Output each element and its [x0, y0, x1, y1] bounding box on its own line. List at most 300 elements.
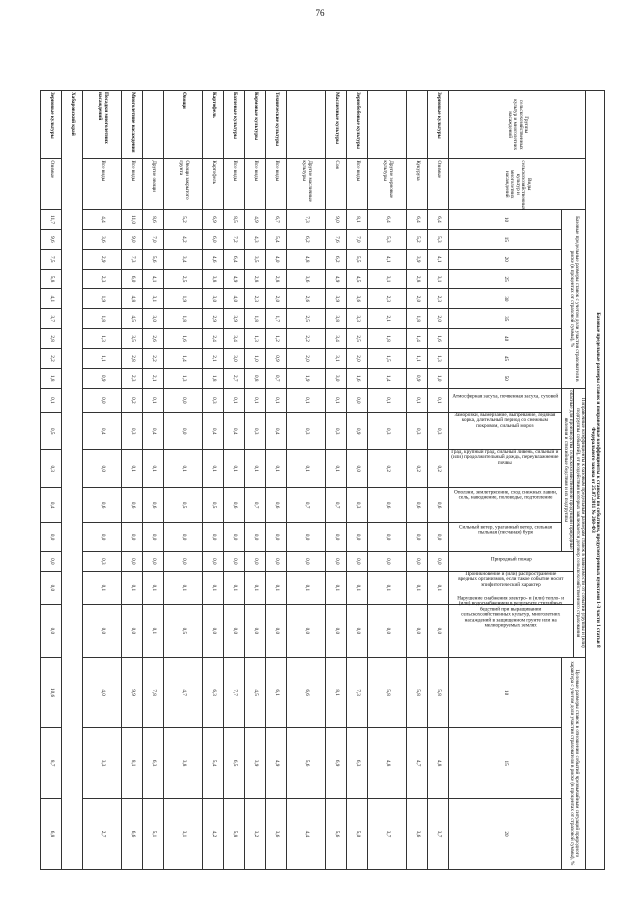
coef-cell: 0,6: [428, 487, 449, 522]
crop-group-cell: Бахчевые культуры: [224, 91, 245, 159]
coef-cell: 0,1: [245, 450, 266, 488]
target-cell: 6,6: [287, 657, 326, 728]
rate-col-header: 25: [449, 269, 562, 289]
rate-cell: 1,3: [428, 349, 449, 369]
rate-cell: 2,1: [143, 368, 164, 388]
rate-cell: 5,8: [41, 269, 62, 289]
rate-cell: 4,3: [245, 229, 266, 249]
coef-cell: 0,0: [224, 604, 245, 657]
rate-cell: 3,7: [41, 309, 62, 329]
target-cell: 2,7: [83, 798, 122, 869]
target-cell: 5,8: [368, 657, 407, 728]
rate-cell: 5,6: [143, 249, 164, 269]
rate-cell: 7,6: [326, 229, 347, 249]
target-cell: 4,8: [368, 728, 407, 799]
coef-cell: 0,0: [287, 604, 326, 657]
coef-cell: 0,2: [428, 450, 449, 488]
coef-col-header: [449, 595, 574, 657]
rate-cell: 2,2: [287, 329, 326, 349]
rate-cell: 4,5: [347, 269, 368, 289]
coef-cell: 0,2: [368, 450, 407, 488]
rate-cell: 2,3: [245, 289, 266, 309]
coef-col-label: Нарушение снабжения электро- и (или) тепло- и (или) водоснабжением в результате стихийных бедствий при выращивании сельскохозяйственных культур, многолетних насаждений в защищенном грунте или на мелиорируемых землях: [457, 595, 565, 629]
target-cell: 3,7: [368, 798, 407, 869]
coef-cell: 0,0: [326, 604, 347, 657]
rate-cell: 8,6: [143, 210, 164, 230]
coef-cell: 0,1: [368, 571, 407, 604]
crop-cell: Все виды: [347, 159, 368, 210]
coef-cell: 0,0: [41, 523, 62, 552]
coef-cell: 0,0: [164, 551, 203, 571]
coef-cell: 0,1: [203, 450, 224, 488]
target-cell: 3,9: [245, 728, 266, 799]
coef-cell: 0,1: [326, 450, 347, 488]
rate-cell: 6,4: [407, 210, 428, 230]
rate-cell: 2,8: [41, 329, 62, 349]
coef-cell: 0,5: [164, 487, 203, 522]
target-cell: 4,7: [407, 728, 428, 799]
col-group-header: Группы сельскохозяйственных культур и многолетних насаждений: [449, 91, 586, 159]
target-cell: 6,9: [326, 728, 347, 799]
coef-cell: 0,1: [164, 571, 203, 604]
rate-cell: 1,8: [164, 309, 203, 329]
crop-cell: Другие масличные культуры: [287, 159, 326, 210]
crop-cell: Озимые: [428, 159, 449, 210]
crop-group-cell: Посадки многолетних насаждений: [83, 91, 122, 159]
rate-cell: 1,0: [428, 368, 449, 388]
rate-cell: 8,5: [224, 210, 245, 230]
coef-col-label: Заморозки, вымерзание, выпревание, ледяная корка, длительный период со снежным покровом, сильный мороз: [454, 411, 556, 429]
rate-cell: 3,1: [368, 269, 407, 289]
rate-cell: 3,8: [326, 309, 347, 329]
coef-cell: 0,0: [122, 551, 143, 571]
rate-cell: 7,3: [287, 210, 326, 230]
coef-cell: 0,6: [83, 487, 122, 522]
rate-cell: 8,1: [347, 210, 368, 230]
rate-cell: 5,3: [428, 229, 449, 249]
rate-cell: 0,9: [407, 368, 428, 388]
table-row: [407, 91, 428, 870]
target-cell: 5,8: [407, 657, 428, 728]
coef-cell: 0,0: [203, 551, 224, 571]
coef-cell: 0,0: [143, 523, 164, 552]
target-col-header: 15: [449, 728, 562, 799]
table-row: [266, 91, 287, 870]
rate-cell: 1,1: [83, 349, 122, 369]
coef-cell: 0,0: [245, 551, 266, 571]
coef-cell: 0,1: [122, 571, 143, 604]
coef-sub-header: опасные для производства сельскохозяйственной продукции природные явления и стихийные бедствия и их подгруппы: [562, 390, 575, 550]
coef-cell: 0,1: [122, 450, 143, 488]
target-cell: 5,8: [224, 798, 245, 869]
rate-col-header: 30: [449, 289, 562, 309]
coef-cell: 0,0: [203, 523, 224, 552]
crop-cell: Все виды: [83, 159, 122, 210]
rate-cell: 3,6: [347, 289, 368, 309]
coef-cell: 0,3: [347, 487, 368, 522]
coef-cell: 0,1: [224, 388, 245, 412]
coef-col-label: Оползни, землетрясение, сход снежных лавин, сель, наводнение, половодье, подтопление: [453, 489, 557, 501]
table-row: [224, 91, 245, 870]
rate-cell: 4,9: [224, 269, 245, 289]
rate-cell: 1,7: [266, 309, 287, 329]
coef-cell: 0,0: [41, 571, 62, 604]
crop-group-cell: [407, 91, 428, 159]
target-cell: 8,1: [122, 728, 143, 799]
rate-cell: 3,0: [203, 289, 224, 309]
target-cell: 3,6: [407, 798, 428, 869]
target-cell: 4,5: [245, 657, 266, 728]
title-row: [586, 91, 605, 870]
rate-cell: 2,2: [143, 349, 164, 369]
rate-cell: 5,4: [266, 229, 287, 249]
coef-cell: 0,1: [143, 450, 164, 488]
crop-group-cell: Зерновые культуры: [428, 91, 449, 159]
coef-cell: 0,4: [224, 412, 245, 450]
rate-cell: 1,5: [368, 349, 407, 369]
rate-cell: 3,0: [326, 368, 347, 388]
target-cell: 6,3: [143, 728, 164, 799]
target-cell: 5,0: [347, 798, 368, 869]
rate-cell: 2,3: [83, 269, 122, 289]
coef-cell: 0,0: [347, 388, 368, 412]
rate-cell: 2,3: [368, 289, 407, 309]
coef-cell: 0,1: [224, 450, 245, 488]
target-cell: 4,8: [428, 728, 449, 799]
rate-cell: 1,8: [407, 309, 428, 329]
rate-cell: 6,2: [326, 249, 347, 269]
coef-cell: 0,1: [143, 604, 164, 657]
target-cell: 6,3: [203, 657, 224, 728]
rate-cell: 1,3: [164, 368, 203, 388]
rate-cell: 2,8: [407, 269, 428, 289]
coef-cell: 0,0: [266, 551, 287, 571]
target-cell: 3,1: [164, 798, 203, 869]
coef-cell: 0,6: [224, 487, 245, 522]
target-cell: 5,8: [428, 657, 449, 728]
crop-cell: Другие зерновые культуры: [368, 159, 407, 210]
coef-col-label: Сильный ветер, ураганный ветер, сильная пыльная (песчаная) буря: [458, 524, 552, 537]
target-group-header: Целевые размеры ставок в отношении событий чрезвычайным ситуаций природного характера с учетом доли участия страхователя в риске (в процентах от страховой суммы), %: [562, 657, 586, 869]
rate-cell: 4,5: [122, 309, 143, 329]
crop-cell: Кукуруза: [407, 159, 428, 210]
rate-cell: 3,0: [143, 309, 164, 329]
coef-cell: 0,1: [266, 571, 287, 604]
coef-cell: 0,0: [368, 523, 407, 552]
rate-cell: 4,1: [143, 269, 164, 289]
rate-cell: 1,4: [368, 368, 407, 388]
coef-cell: 0,0: [245, 604, 266, 657]
table-row: [428, 91, 449, 870]
rate-cell: 5,3: [368, 229, 407, 249]
rate-cell: 2,8: [266, 269, 287, 289]
rate-cell: 1,4: [164, 349, 203, 369]
rate-cell: 5,5: [347, 249, 368, 269]
rate-cell: 3,1: [143, 289, 164, 309]
target-cell: 8,1: [326, 657, 347, 728]
rate-cell: 4,9: [245, 210, 266, 230]
coef-col-header: [449, 412, 562, 450]
rate-cell: 7,0: [347, 229, 368, 249]
crop-cell: Все виды: [245, 159, 266, 210]
coef-cell: 0,1: [203, 571, 224, 604]
rate-cell: 4,0: [224, 289, 245, 309]
target-cell: 4,2: [203, 798, 224, 869]
coef-cell: 0,0: [407, 604, 428, 657]
target-cell: 4,7: [164, 657, 203, 728]
coef-cell: 0,0: [347, 450, 368, 488]
rate-cell: 2,0: [407, 289, 428, 309]
rate-cell: 2,1: [203, 349, 224, 369]
table-row: [122, 91, 143, 870]
coef-cell: 0,0: [368, 551, 407, 571]
coef-col-label: Атмосферная засуха, почвенная засуха, суховей: [452, 392, 559, 399]
rate-col-header: 50: [449, 368, 562, 388]
region-heading: Хабаровский край: [62, 91, 83, 870]
crop-group-cell: Овощи: [164, 91, 203, 159]
coef-cell: 0,0: [287, 523, 326, 552]
target-cell: 4,4: [287, 798, 326, 869]
coef-col-header: [449, 388, 562, 412]
coef-cell: 0,0: [407, 523, 428, 552]
coef-cell: 0,0: [245, 523, 266, 552]
rate-cell: 4,4: [83, 210, 122, 230]
rate-cell: 1,9: [287, 368, 326, 388]
coef-cell: 0,3: [368, 412, 407, 450]
target-cell: 5,6: [326, 798, 347, 869]
header-row-1: [574, 91, 586, 870]
rate-cell: 1,2: [266, 329, 287, 349]
rate-cell: 4,9: [326, 269, 347, 289]
coef-cell: 0,7: [326, 487, 347, 522]
target-cell: 7,8: [143, 657, 164, 728]
rate-col-header: 45: [449, 349, 562, 369]
rate-cell: 6,4: [224, 249, 245, 269]
crop-cell: Соя: [326, 159, 347, 210]
coef-group-header: Поправочные коэффициенты к базовым предельным размерам ставок в зависимости от событий (группы и (или) подгруппы событий), от воздействия которых заключается договор сельскохозяйственного страхования: [574, 388, 586, 657]
coef-cell: 0,1: [266, 388, 287, 412]
rate-cell: 2,0: [428, 309, 449, 329]
coef-cell: 0,1: [41, 388, 62, 412]
coef-cell: 0,3: [287, 412, 326, 450]
rate-cell: 2,5: [164, 269, 203, 289]
target-cell: 4,0: [83, 657, 122, 728]
rate-cell: 4,0: [266, 249, 287, 269]
table-row: [83, 91, 122, 870]
target-col-header: 20: [449, 798, 562, 869]
rate-col-header: 35: [449, 309, 562, 329]
target-cell: 6,1: [266, 657, 287, 728]
rate-cell: 0,9: [266, 349, 287, 369]
table-row: [287, 91, 326, 870]
coef-cell: 0,3: [326, 412, 347, 450]
coef-cell: 0,1: [326, 388, 347, 412]
table-row: [326, 91, 347, 870]
coef-cell: 0,6: [122, 487, 143, 522]
rate-cell: 2,5: [287, 309, 326, 329]
crop-group-cell: [143, 91, 164, 159]
coef-cell: 0,0: [428, 523, 449, 552]
rate-cell: 3,1: [326, 349, 347, 369]
coef-col-label: Природный пожар: [490, 556, 532, 563]
coef-cell: 0,3: [407, 412, 428, 450]
coef-cell: 0,7: [245, 487, 266, 522]
target-cell: 10,6: [41, 657, 62, 728]
coef-cell: 0,2: [122, 388, 143, 412]
crop-cell: Картофель: [203, 159, 224, 210]
coef-cell: 0,6: [266, 487, 287, 522]
coef-cell: 0,1: [428, 388, 449, 412]
rate-cell: 2,0: [266, 289, 287, 309]
crop-cell: Другие овощи: [143, 159, 164, 210]
coef-col-header: [449, 551, 574, 571]
coef-cell: 0,0: [143, 551, 164, 571]
coef-cell: 0,1: [368, 388, 407, 412]
coef-cell: 0,1: [245, 571, 266, 604]
coef-cell: 0,0: [326, 523, 347, 552]
coef-cell: 0,1: [287, 571, 326, 604]
target-cell: 3,7: [428, 798, 449, 869]
coef-cell: 0,3: [41, 450, 62, 488]
target-cell: 3,3: [83, 728, 122, 799]
coef-cell: 0,1: [224, 571, 245, 604]
rate-cell: 1,4: [407, 329, 428, 349]
rate-cell: 1,1: [407, 349, 428, 369]
rate-cell: 6,9: [203, 210, 224, 230]
target-cell: 6,5: [224, 728, 245, 799]
rate-cell: 0,9: [83, 368, 122, 388]
coef-cell: 0,5: [203, 487, 224, 522]
coef-col-header: [449, 450, 562, 488]
rate-cell: 5,2: [407, 229, 428, 249]
target-cell: 3,2: [245, 798, 266, 869]
table-row: [164, 91, 203, 870]
rate-cell: 1,0: [245, 349, 266, 369]
crop-group-cell: [368, 91, 407, 159]
coef-cell: 0,1: [407, 571, 428, 604]
crop-group-cell: Кормовые культуры: [245, 91, 266, 159]
rate-cell: 9,6: [41, 229, 62, 249]
rate-cell: 2,8: [122, 349, 143, 369]
rate-cell: 4,8: [122, 289, 143, 309]
crop-group-cell: Масличные культуры: [326, 91, 347, 159]
coef-cell: 0,0: [347, 604, 368, 657]
coef-cell: 0,0: [326, 551, 347, 571]
coef-cell: 0,4: [203, 412, 224, 450]
rate-cell: 3,5: [122, 329, 143, 349]
rate-cell: 2,3: [428, 289, 449, 309]
rate-cell: 4,2: [164, 229, 203, 249]
coef-cell: 0,5: [164, 604, 203, 657]
rate-cell: 3,9: [407, 249, 428, 269]
table-row: [203, 91, 224, 870]
rate-cell: 6,0: [122, 269, 143, 289]
target-cell: 3,6: [266, 798, 287, 869]
rate-cell: 3,8: [203, 269, 224, 289]
target-cell: 6,6: [122, 798, 143, 869]
coef-cell: 0,0: [83, 604, 122, 657]
coef-cell: 0,1: [407, 388, 428, 412]
coef-cell: 0,2: [407, 450, 428, 488]
table-title-line2: Федерального закона от 25.07.2011 № 260-ФЗ: [590, 427, 596, 533]
coef-cell: 0,0: [347, 523, 368, 552]
coef-cell: 0,0: [122, 604, 143, 657]
coef-cell: 0,0: [122, 523, 143, 552]
rate-col-header: 10: [449, 210, 562, 230]
coef-cell: 0,0: [83, 523, 122, 552]
target-cell: 9,9: [122, 657, 143, 728]
coef-cell: 0,4: [143, 412, 164, 450]
coef-cell: 0,0: [203, 604, 224, 657]
rate-cell: 1,6: [347, 368, 368, 388]
coef-col-header: [449, 523, 562, 552]
rate-cell: 4,8: [287, 249, 326, 269]
rate-cell: 1,8: [41, 368, 62, 388]
coef-cell: 0,5: [41, 412, 62, 450]
rate-cell: 6,4: [368, 210, 407, 230]
coef-cell: 0,0: [368, 604, 407, 657]
rate-cell: 1,3: [83, 329, 122, 349]
rate-col-header: 40: [449, 329, 562, 349]
crop-cell: Все виды: [266, 159, 287, 210]
rate-cell: 3,6: [83, 229, 122, 249]
rate-cell: 6,2: [287, 229, 326, 249]
crop-group-cell: Зернобобовые культуры: [347, 91, 368, 159]
target-cell: 7,7: [224, 657, 245, 728]
rate-cell: 3,9: [224, 309, 245, 329]
document-sheet: [0, 20, 640, 905]
rate-cell: 6,7: [266, 210, 287, 230]
rate-cell: 2,9: [83, 249, 122, 269]
rate-cell: 7,3: [122, 249, 143, 269]
rate-cell: 7,0: [143, 229, 164, 249]
rate-cell: 2,1: [368, 309, 407, 329]
coef-cell: 0,0: [428, 604, 449, 657]
rate-cell: 2,9: [203, 309, 224, 329]
coef-cell: 0,1: [245, 388, 266, 412]
target-cell: 5,1: [143, 798, 164, 869]
rate-cell: 1,8: [203, 368, 224, 388]
coef-cell: 0,4: [41, 487, 62, 522]
target-cell: 8,7: [41, 728, 62, 799]
rate-cell: 4,6: [203, 249, 224, 269]
coef-cell: 0,0: [266, 523, 287, 552]
target-col-header: 10: [449, 657, 562, 728]
rate-cell: 1,8: [245, 309, 266, 329]
rate-cell: 3,9: [326, 289, 347, 309]
rate-cell: 3,0: [224, 349, 245, 369]
coef-cell: 0,0: [83, 388, 122, 412]
rate-cell: 11,7: [41, 210, 62, 230]
coef-cell: 0,6: [143, 487, 164, 522]
target-cell: 5,4: [203, 728, 224, 799]
rate-cell: 5,2: [164, 210, 203, 230]
rate-cell: 6,4: [428, 210, 449, 230]
coef-col-label: Град, крупный град, сильный ливень, сильный и (или) продолжительный дождь, переувлажнение почвы: [451, 449, 559, 467]
coef-cell: 0,1: [287, 450, 326, 488]
table-row: [245, 91, 266, 870]
rate-cell: 2,5: [347, 329, 368, 349]
rate-cell: 1,9: [83, 289, 122, 309]
coef-cell: 0,1: [143, 571, 164, 604]
coef-cell: 0,3: [83, 551, 122, 571]
crop-group-cell: [287, 91, 326, 159]
table-row: [347, 91, 368, 870]
rate-cell: 1,8: [368, 329, 407, 349]
coef-col-header: [449, 487, 562, 522]
coef-cell: 0,1: [326, 571, 347, 604]
coef-cell: 0,0: [41, 551, 62, 571]
